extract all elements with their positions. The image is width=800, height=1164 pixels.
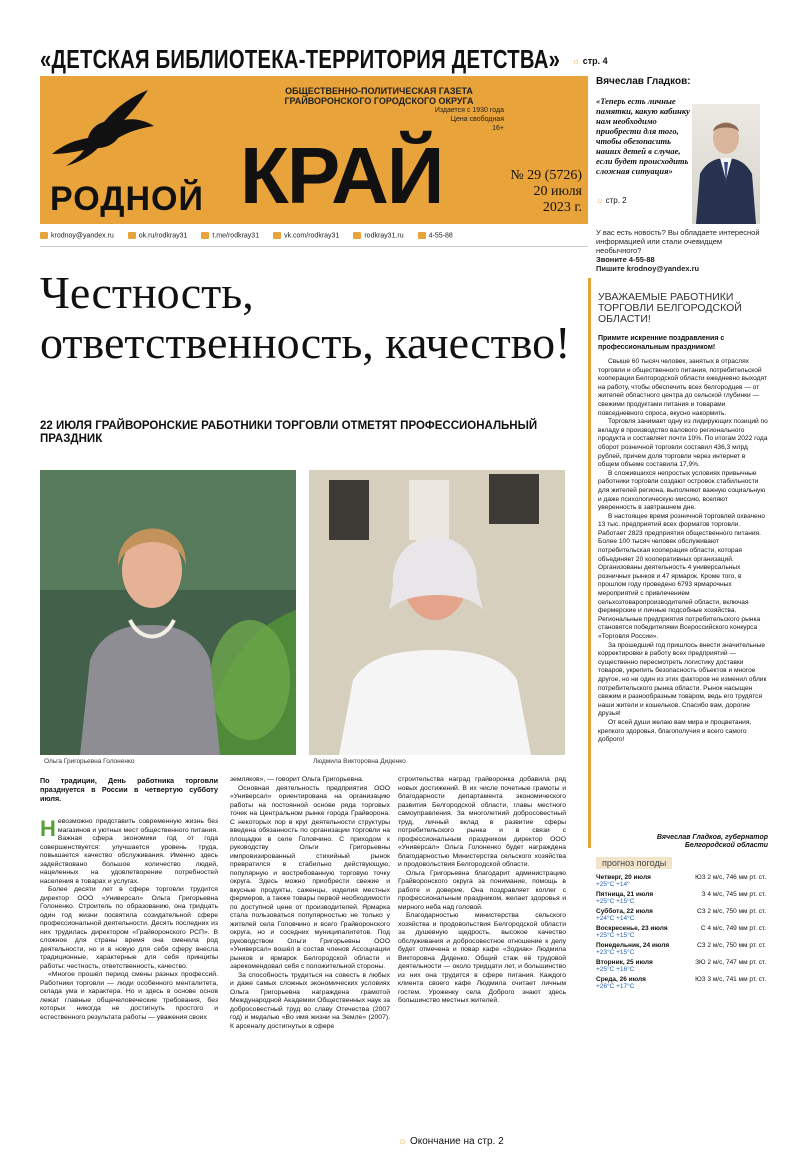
gladkov-page-ref: ☼ стр. 2 xyxy=(596,196,627,205)
issue-date-day: 20 июля xyxy=(533,184,582,199)
continued-note[interactable]: ☼ Окончание на стр. 2 xyxy=(398,1136,504,1147)
drop-cap: Н xyxy=(40,816,56,841)
bird-logo-icon xyxy=(44,82,164,172)
weather-row: Среда, 26 июля +26°C +17°C ЮЗ 3 м/с, 741 мм рт. ст. xyxy=(596,976,766,990)
signature-line-1: Вячеслав Гладков, губернатор xyxy=(656,834,768,841)
article-column-3 xyxy=(398,776,566,1006)
pointer-icon: ☼ xyxy=(596,196,604,205)
photo-golonenko-figure xyxy=(40,470,296,755)
subtitle-line-2: ГРАЙВОРОНСКОГО ГОРОДСКОГО ОКРУГА xyxy=(284,96,474,106)
weather-row: Воскресенье, 23 июля +25°C +15°C С 4 м/с, 749 мм рт. ст. xyxy=(596,925,766,939)
subtitle-line-1: ОБЩЕСТВЕННО-ПОЛИТИЧЕСКАЯ ГАЗЕТА xyxy=(285,86,473,96)
main-headline: Честность, ответственность, качество! xyxy=(40,267,571,368)
weather-row: Суббота, 22 июля +24°C +14°C СЗ 2 м/с, 750 мм рт. ст. xyxy=(596,908,766,922)
greeting-paragraph: В сложившихся непростых условиях привычные работники торговли создают островок стабильности для жителей региона, выполняют важную социальную и даже психологическую миссию, вселяют уверенность в завтрашнем дне. xyxy=(598,469,766,512)
col1-paragraph: Более десяти лет в сфере торговли трудится директор ООО «Универсал» Ольга Григорьевна Голоненко. Строитель по образованию, она тридцать один год жизни посвятила созидательной сфере профессиональной деятельности. Десять последних из них трудилась директором «Грайворонского РСП». В сложное для страны время она сменила род деятельности, но и в новую для себя сферу внесла традиционные, характерные для себя принципы работы: честность, ответственность, качество. xyxy=(40,886,218,970)
col2-paragraph: земляков», — говорит Ольга Григорьевна. xyxy=(230,776,364,783)
vk-icon xyxy=(273,232,281,239)
greeting-paragraph: Торговля занимает одну из лидирующих позиций по вкладу в производство валового регионального продукта и составляет почти 10%. По итогам 2022 года оборот розничной торговли составил 436,3 млрд рублей, причем доля торговли через интернет в общем объеме составила 17,9%. xyxy=(598,418,768,469)
weather-row: Пятница, 21 июля +25°C +15°C З 4 м/с, 745 мм рт. ст. xyxy=(596,891,766,905)
photo-didenko-figure xyxy=(309,470,565,755)
contact-email[interactable]: krodnoy@yandex.ru xyxy=(40,232,114,239)
col3-paragraph: Ольга Григорьевна благодарит администрацию Грайворонского округа за понимание, помощь в работе и доверие. Она поздравляет коллег с профессиональным праздником, желает здоровья и мирного неба над головой. xyxy=(398,869,566,911)
greeting-paragraph: В настоящее время розничной торговлей охвачено 13 тыс. предприятий всех форматов торговли. Работает 2823 предприятия общественного питания. Более 100 тысяч человек обслуживают потребительская кооперация области, которая объединяет 20 кооперативных организаций. Организованы деятельность 4 универсальных розничных рынков и 47 ярмарок. Кроме того, в прошлом году проведено 6793 ярмарочных мероприятий с привлечением сельхозтоваропроизводителей области, включая фермерские и личные подсобные хозяйства. Региональные предприятия потребительского рынка становятся победителями Всероссийского конкурса «Торговля России». xyxy=(598,512,766,640)
col3-paragraph: Благодарностью министерства сельского хозяйства и продовольствия Белгородской области за душевную щедрость, высокое качество обслуживания и добросовестное отношение к делу будет отмечена и повар кафе «Зодиак» Людмила Викторовна Диденко. Общий стаж её трудовой деятельности — около тридцати лет, и большинство из них она трудится в сфере питания. Каждого клиента своего кафе Людмила считает личным гостем. Уроженку села Доброго знают здесь большинство местных жителей. xyxy=(398,912,566,1004)
signature-line-2: Белгородской области xyxy=(684,842,768,849)
gladkov-name: Вячеслав Гладков: xyxy=(596,76,691,87)
weather-row: Четверг, 20 июля +25°C +14° ЮЗ 2 м/с, 746 мм рт. ст. xyxy=(596,874,766,888)
col2-paragraph: Основная деятельность предприятия ООО «Универсал» ориентирована на организацию работы на постоянной основе ряда торговых точек на Центральном рынке города Грайворона. С некоторых пор в круг деятельности структуры введена обязанность по организации торговли на площадке в селе Головчино. С приходом к руководству Ольги Григорьевны импровизированный стихийный рынок превратился в стабильно действующую, популярную и востребованную торговую точку округа. Здесь можно приобрести свежие и вкусные продукты, саженцы, изделия местных фермеров, а также товары первой необходимости по доступной цене от производителей. Ярмарка стала пользоваться популярностью не только у жителей села Головчино и всего Грайворонского округа, но и соседних муниципалитетов. Под руководством Ольги Григорьевны ООО «Универсал» вошёл в состав членов Ассоциации рынков и ярмарок Белгородской области и зарекомендовал себя с положительной стороны. xyxy=(230,784,390,970)
caption-photo1: Ольга Григорьевна Голоненко xyxy=(44,758,135,765)
contact-telegram[interactable]: t.me/rodkray31 xyxy=(201,232,259,239)
greeting-lead: Примите искренние поздравления с профессиональным праздником! xyxy=(598,335,725,351)
gladkov-teaser xyxy=(592,74,760,224)
weather-row: Понедельник, 24 июля +23°C +15°C СЗ 2 м/с, 750 мм рт. ст. xyxy=(596,942,766,956)
age-rating: 16+ xyxy=(492,125,504,132)
col1-paragraph: евозможно представить современную жизнь без магазинов и уютных мест общественного питания. Важная сфера экономики год от года совершенствуется: улучшается уровень труда, повышается качество обслуживания. Именно здесь задействовано большое количество людей, нацеленных на удовлетворение потребностей населения в товарах и услугах. xyxy=(40,818,218,885)
greeting-paragraph: Свыше 60 тысяч человек, занятых в отраслях торговли и общественного питания, потребительской кооперации Белгородской области ежедневно выходят на работу, чтобы обеспечить всех белгородцев — от жителей областного центра до сельской глубинки — свежими продуктами питания и товарами повседневного спроса, вкусно накормить. xyxy=(598,358,768,417)
contacts-bar xyxy=(40,226,588,247)
contact-phone[interactable]: 4-55-88 xyxy=(418,232,453,239)
greeting-paragraph: За прошедший год пришлось внести значительные корректировки в работу всех предприятий — существенно пересмотреть логистику доставки товаров, укрепить безопасность объектов и многое другое, но ни один из этих факторов не изменил облик потребительского рынка области. Рынок насыщен свежим и разнообразным товаром, ведь его трудятся наши жители и кошельков. Спасибо вам, дорогие друзья! xyxy=(598,641,767,718)
top-headline: «ДЕТСКАЯ БИБЛИОТЕКА-ТЕРРИТОРИЯ ДЕТСТВА» xyxy=(40,44,561,74)
pointer-icon: ☼ xyxy=(398,1136,408,1147)
contact-ok[interactable]: ok.ru/rodkray31 xyxy=(128,232,188,239)
globe-icon xyxy=(353,232,361,239)
paper-name-first: РОДНОЙ xyxy=(50,180,204,218)
photo-didenko xyxy=(309,470,565,755)
article-column-2 xyxy=(230,776,390,1031)
greeting-title: УВАЖАЕМЫЕ РАБОТНИКИ ТОРГОВЛИ БЕЛГОРОДСКОЙ ОБЛАСТИ! xyxy=(598,291,742,325)
article-column-1 xyxy=(40,818,218,1022)
contact-vk[interactable]: vk.com/rodkray31 xyxy=(273,232,339,239)
telegram-icon xyxy=(201,232,209,239)
top-page-ref: ☼ стр. 4 xyxy=(572,56,608,66)
paper-name-second: КРАЙ xyxy=(240,131,443,220)
mail-icon xyxy=(40,232,48,239)
since-line: Издается с 1930 года xyxy=(434,107,504,114)
pointer-icon: ☼ xyxy=(572,56,581,66)
news-tip-write: Пишите krodnoy@yandex.ru xyxy=(596,264,700,273)
portrait-figure xyxy=(692,104,760,224)
photo-golonenko xyxy=(40,470,296,755)
masthead xyxy=(40,76,588,224)
issue-date-year: 2023 г. xyxy=(542,200,582,215)
sidebar-rule xyxy=(588,278,591,848)
phone-icon xyxy=(418,232,426,239)
price-line: Цена свободная xyxy=(450,116,504,123)
gladkov-photo xyxy=(692,104,760,224)
issue-info xyxy=(510,168,582,216)
col1-paragraph: «Многое прошёл период смены разных профессий. Работники торговли — люди особенного менталитета, склада ума и характера. Но и здесь в основе основ лежат главные общечеловеческие требования, без которых никогда не достигнуть простого и естественного результата работы — уважения своих xyxy=(40,971,218,1021)
greeting-body xyxy=(598,358,768,745)
article-lead: По традиции, День работника торговли празднуется в России в четвертую субботу июля. xyxy=(40,776,218,803)
gladkov-quote: «Теперь есть личные памятки, какую кабинку нам необходимо приобрести для того, чтобы обезопасить наших детей в случае, если будет происходить сложная ситуация» xyxy=(596,96,690,176)
weather-forecast xyxy=(596,853,766,990)
governor-greeting xyxy=(588,278,768,848)
weather-row: Вторник, 25 июля +25°C +16°C ЗЮ 2 м/с, 747 мм рт. ст. xyxy=(596,959,766,973)
ok-icon xyxy=(128,232,136,239)
issue-number: № 29 (5726) xyxy=(510,168,582,183)
masthead-subtitle xyxy=(254,86,504,133)
news-tip xyxy=(596,228,766,273)
greeting-signature xyxy=(598,834,768,850)
col3-paragraph: строительства наград грайворонка добавила ряд новых достижений. В их числе почетные грамоты и благодарности департамента экономического развития Белгородской области, главы местного самоуправления. За многолетний добросовестный труд, личный вклад в развитие сферы потребительского рынка и в связи с профессиональным праздником директор ООО «Универсал» Ольга Голоненко будет награждена благодарностью Министерства сельского хозяйства и продовольствия Белгородской области. xyxy=(398,776,566,868)
contact-site[interactable]: rodkray31.ru xyxy=(353,232,403,239)
news-tip-text: У вас есть новость? Вы обладаете интересной информацией или стали очевидцем необычного? xyxy=(596,228,760,255)
caption-photo2: Людмила Викторовна Диденко xyxy=(313,758,406,765)
col2-paragraph: За способность трудиться на совесть в любых и даже самых сложных экономических условиях Ольга Григорьевна награждена грамотой Международной Академии Общественных наук за добросовестный труд во славу Отечества (2007 год) и медалью «Во имя жизни на Земле» (2007). К арсеналу достигнутых в сфере xyxy=(230,971,390,1030)
weather-title: прогноз погоды xyxy=(596,857,672,869)
greeting-paragraph: От всей души желаю вам мира и процветания, крепкого здоровья, благополучия и всего самого доброго! xyxy=(598,718,752,744)
subheadline: 22 ИЮЛЯ ГРАЙВОРОНСКИЕ РАБОТНИКИ ТОРГОВЛИ ОТМЕТЯТ ПРОФЕССИОНАЛЬНЫЙ ПРАЗДНИК xyxy=(40,420,538,445)
news-tip-call: Звоните 4-55-88 xyxy=(596,255,655,264)
